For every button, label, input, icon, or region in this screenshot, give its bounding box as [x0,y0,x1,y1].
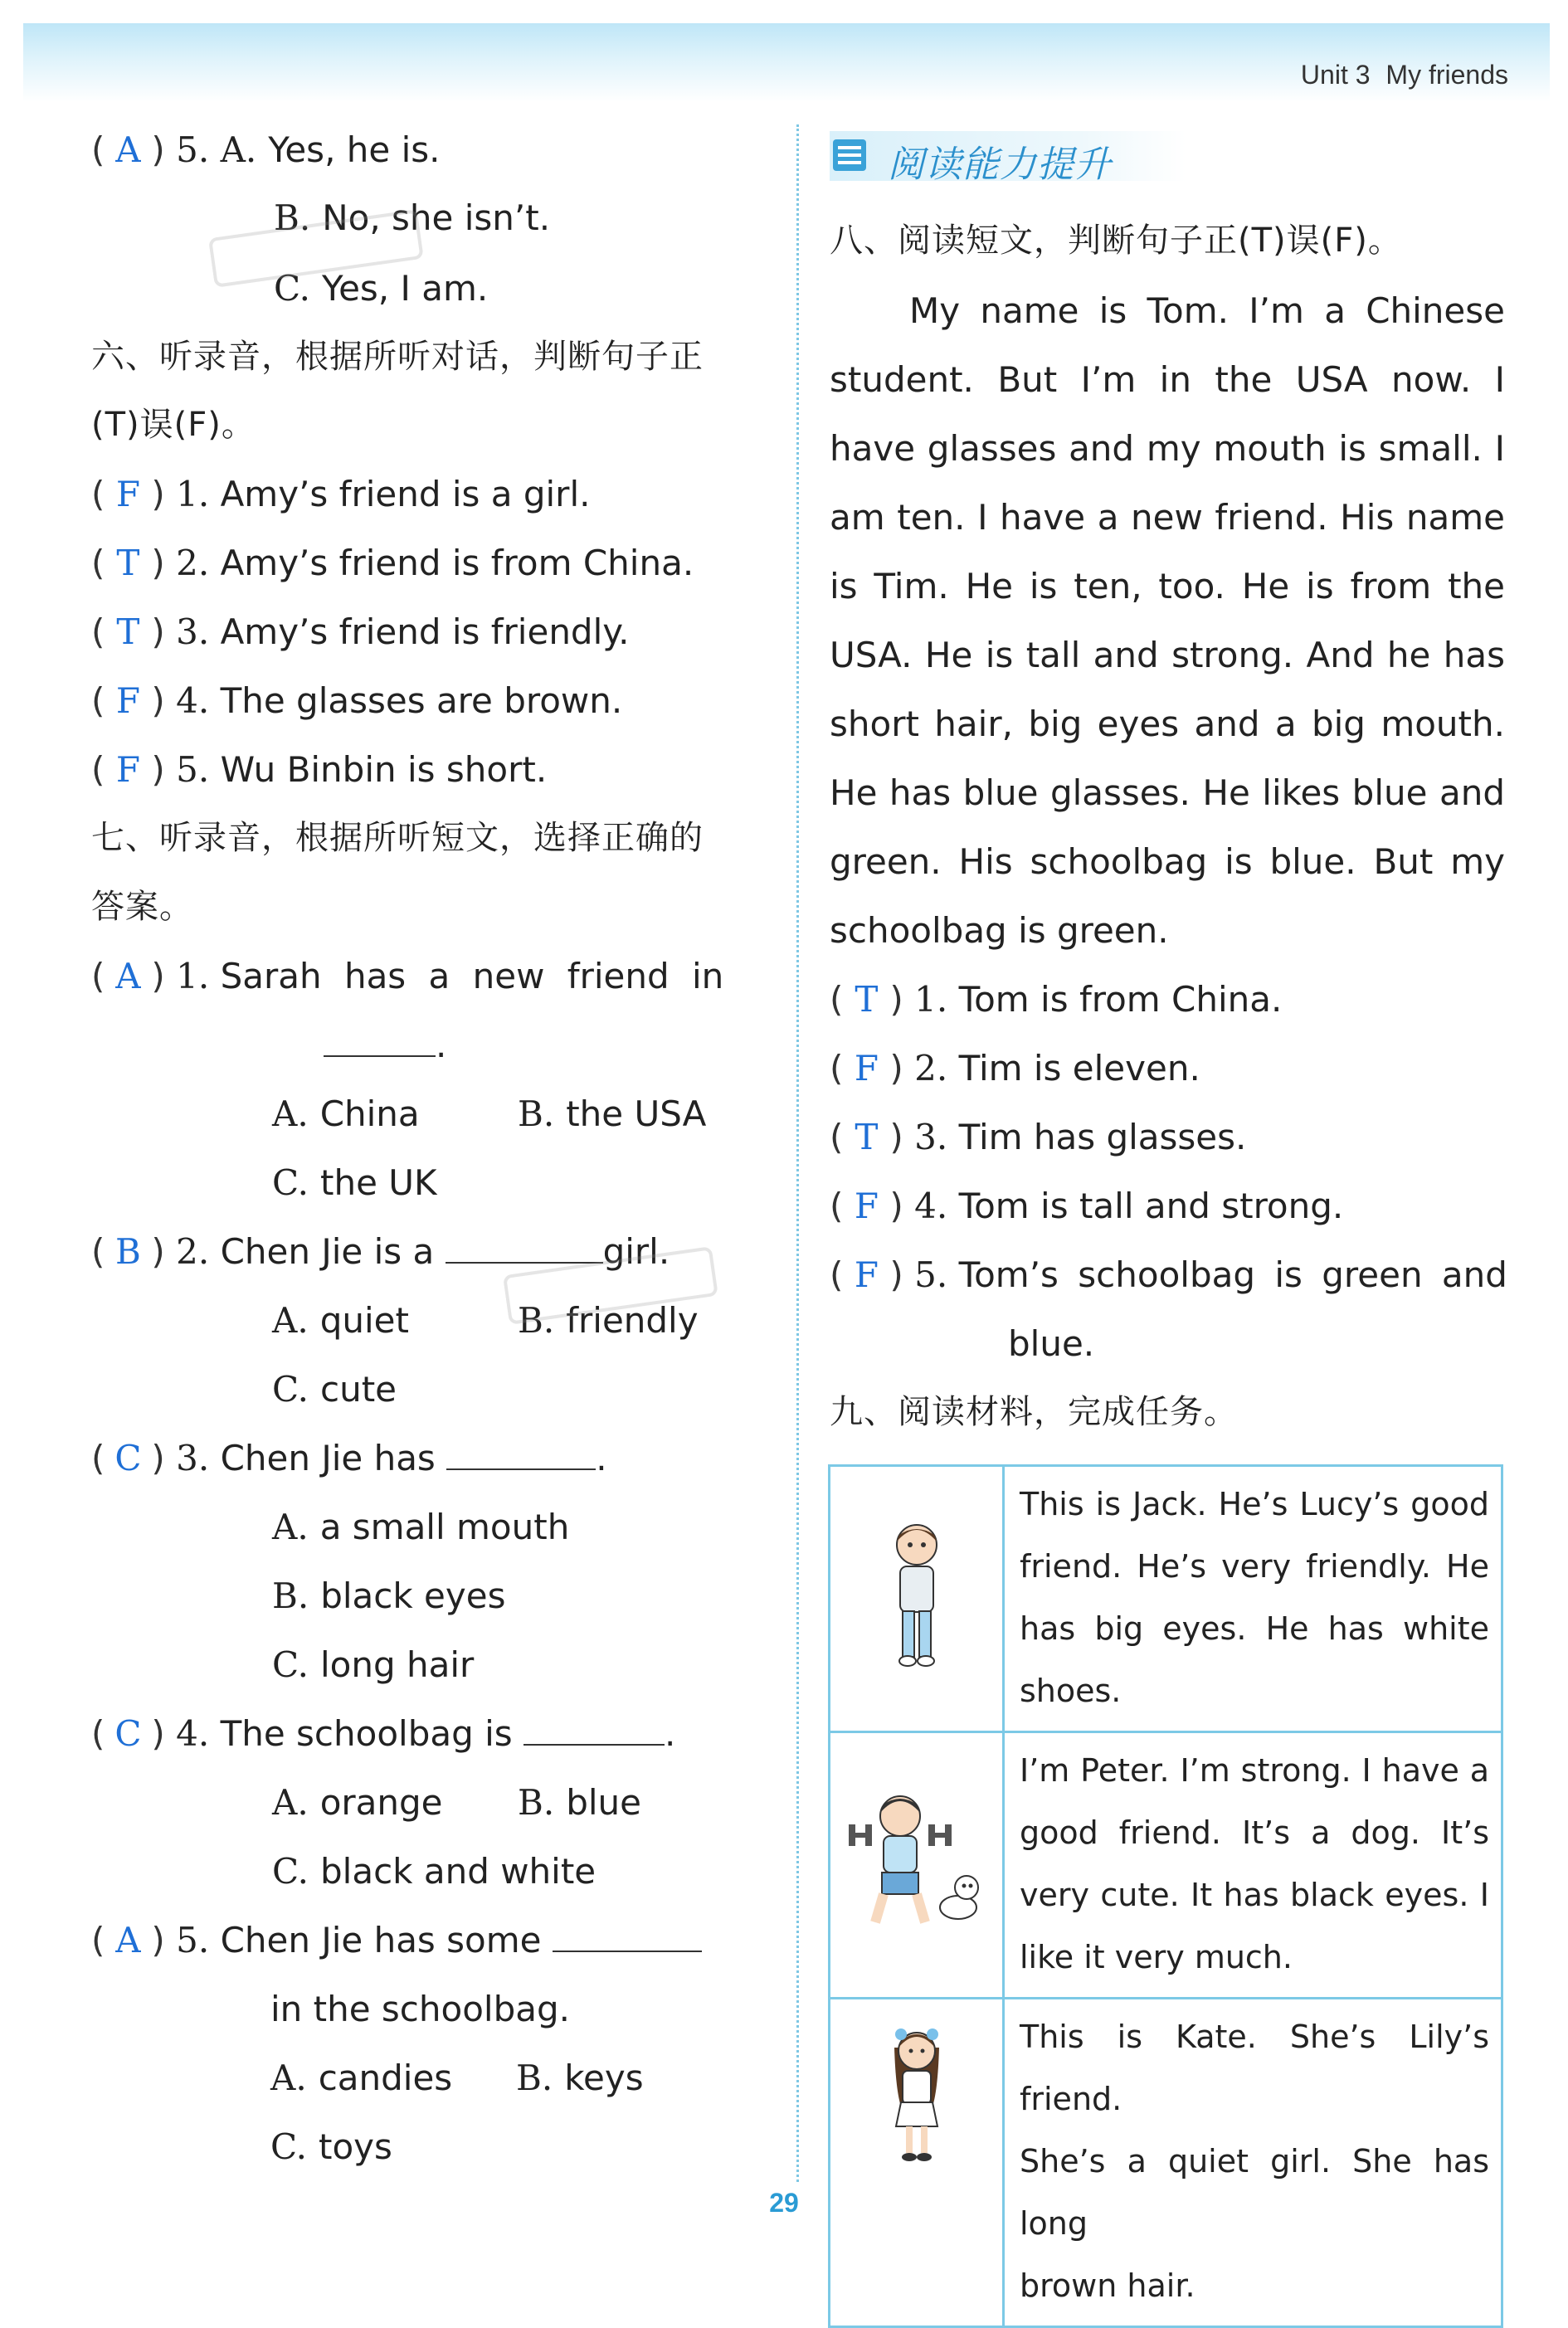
reading-banner [830,131,1186,186]
s7-q2: ( B ) 2. Chen Jie is a girl. [91,1231,670,1272]
section7-title-line2: 答案。 [91,888,193,926]
s6-item-3: ( T ) 3. Amy’s friend is friendly. [91,611,630,652]
s7-q5-line2: in the schoolbag. [270,1989,570,2029]
girl-kate-icon [879,2023,954,2175]
s6-item-5: ( F ) 5. Wu Binbin is short. [91,749,548,790]
s7-q5-opt-c: C. toys [270,2126,392,2167]
s7-q4: ( C ) 4. The schoolbag is . [91,1713,676,1754]
s7-q2-opt-c: C. cute [272,1369,397,1410]
q5-prev-row: ( A ) 5. A. Yes, he is. [91,129,441,170]
s7-q5: ( A ) 5. Chen Jie has some [91,1921,702,1960]
passage-line: short hair, big eyes and a big mouth. [830,704,1505,744]
s7-q1-blank: . [324,1026,446,1064]
table-row [830,1466,1502,1732]
s8-item-1: ( T ) 1. Tom is from China. [830,979,1283,1020]
passage-line: green. His schoolbag is blue. But my [830,841,1505,882]
s7-q4-opt-a: A. orange [272,1782,443,1823]
section6-title-line2: (T)误(F)。 [91,406,256,444]
s6-item-2: ( T ) 2. Amy’s friend is from China. [91,543,694,583]
table-row [830,1732,1502,1999]
section9-title: 九、阅读材料，完成任务。 [830,1393,1238,1431]
q5-prev-option-b: B. No, she isn’t. [274,197,551,238]
s7-q1-opt-c: C. the UK [272,1162,437,1203]
answer-blank [446,1237,603,1264]
s8-item-5-line2: blue. [1008,1323,1095,1364]
picture-cell [830,1999,1004,2327]
s8-item-5: ( F ) 5. Tom’s schoolbag is green and [830,1254,1507,1295]
answer-blank [553,1926,702,1952]
table-row [830,1999,1502,2327]
passage-line: My name is Tom. I’m a Chinese [909,290,1505,331]
picture-cell [830,1466,1004,1732]
s7-q4-opt-c: C. black and white [272,1851,597,1892]
s7-q5-opt-b: B. keys [516,2058,644,2098]
boy-jack-icon [879,1518,954,1679]
s7-q1-opt-b: B. the USA [518,1093,707,1134]
page-number: 29 [769,2188,799,2218]
text-cell: This is Jack. He’s Lucy’s good friend. He’s very friendly. He has big eyes. He has white shoes. [1004,1466,1502,1732]
passage-line: is Tim. He is ten, too. He is from the [830,566,1505,606]
boy-with-dumbbells-and-dog-icon [842,1783,991,1936]
passage-line: schoolbag is green. [830,910,1169,951]
reading-banner-title: 阅读能力提升 [888,144,1112,186]
s7-q3: ( C ) 3. Chen Jie has . [91,1438,607,1478]
s7-q4-opt-b: B. blue [518,1782,642,1823]
s8-item-4: ( F ) 4. Tom is tall and strong. [830,1186,1344,1226]
text-cell: I’m Peter. I’m strong. I have a good friend. It’s a dog. It’s very cute. It has black eyes. I like it very much. [1004,1732,1502,1999]
passage-line: He has blue glasses. He likes blue and [830,772,1505,813]
column-divider [796,124,799,2182]
answer-blank [523,1719,665,1746]
section6-title: 六、听录音，根据所听对话，判断句子正 [91,338,704,376]
passage-line: have glasses and my mouth is small. I [830,428,1505,469]
s8-item-2: ( F ) 2. Tim is eleven. [830,1048,1200,1089]
book-icon [833,139,866,171]
s7-q3-opt-b: B. black eyes [272,1576,506,1616]
picture-cell [830,1732,1004,1999]
text-cell: This is Kate. She’s Lily’s friend. She’s a quiet girl. She has long brown hair. [1004,1999,1502,2327]
unit-label: Unit 3 [1300,60,1371,90]
passage-line: am ten. I have a new friend. His name [830,497,1505,538]
s6-item-1: ( F ) 1. Amy’s friend is a girl. [91,474,591,514]
s7-q1: ( A ) 1. Sarah has a new friend in [91,956,724,996]
s8-item-3: ( T ) 3. Tim has glasses. [830,1117,1247,1157]
section7-title: 七、听录音，根据所听短文，选择正确的 [91,819,704,857]
passage-line: student. But I’m in the USA now. I [830,359,1505,400]
passage-line: USA. He is tall and strong. And he has [830,635,1505,675]
s7-q1-opt-a: A. China [272,1093,420,1134]
s7-q5-opt-a: A. candies [270,2058,453,2098]
section8-title: 八、阅读短文，判断句子正(T)误(F)。 [830,222,1402,260]
s7-q2-opt-a: A. quiet [272,1300,409,1341]
s6-item-4: ( F ) 4. The glasses are brown. [91,680,623,721]
s7-q3-opt-a: A. a small mouth [272,1507,570,1547]
answer-blank [324,1030,436,1057]
s7-q3-opt-c: C. long hair [272,1644,475,1685]
unit-title: My friends [1385,60,1508,90]
q5-prev-option-c: C. Yes, I am. [274,268,489,309]
answer: A [115,129,141,170]
page-header [1293,60,1508,90]
s7-q2-opt-b: B. friendly [518,1300,699,1341]
answer-blank [446,1444,596,1470]
